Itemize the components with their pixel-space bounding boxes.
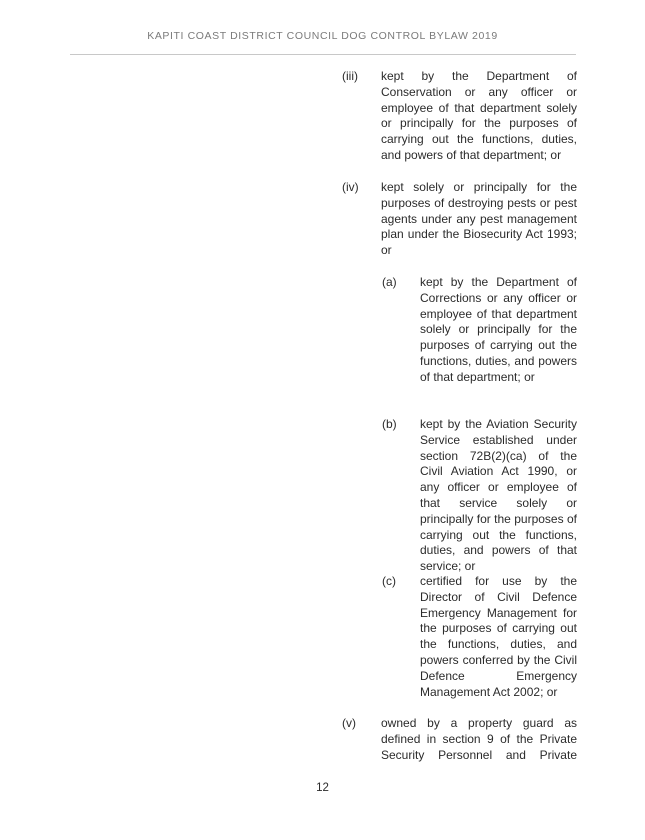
clause-text: owned by a property guard as defined in section 9 of the Private Security Personnel and Private bbox=[381, 716, 577, 762]
subclause-number: (a) bbox=[382, 275, 397, 289]
clause-text: kept solely or principally for the purposes of destroying pests or pest agents under any pest management plan under the Biosecurity Act 1993; or bbox=[381, 180, 577, 258]
subclause-text: kept by the Aviation Security Service established under section 72B(2)(ca) of the Civil Aviation Act 1990, or any officer or employee of that service solely or principally for the purposes of carrying out the functions, duties, and powers of that service; or bbox=[420, 417, 577, 574]
subclause-text: kept by the Department of Corrections or any officer or employee of that department solely or principally for the purposes of carrying out the functions, duties, and powers of that department; or bbox=[420, 275, 577, 384]
header-divider bbox=[70, 54, 576, 55]
clause-number: (iv) bbox=[342, 180, 359, 194]
clause-text: kept by the Department of Conservation or any officer or employee of that department solely or principally for the purposes of carrying out the functions, duties, and powers of that department; or bbox=[381, 69, 577, 162]
subclause-text: certified for use by the Director of Civil Defence Emergency Management for the purposes of carrying out the functions, duties, and powers conferred by the Civil Defence Emergency Management Act 2002; or bbox=[420, 574, 577, 699]
subclause-number: (b) bbox=[382, 417, 397, 431]
page-number: 12 bbox=[316, 782, 329, 794]
subclause-number: (c) bbox=[382, 574, 396, 588]
clause-number: (v) bbox=[342, 716, 356, 730]
page-header: KAPITI COAST DISTRICT COUNCIL DOG CONTROL BYLAW 2019 bbox=[147, 30, 498, 42]
clause-number: (iii) bbox=[342, 69, 358, 83]
